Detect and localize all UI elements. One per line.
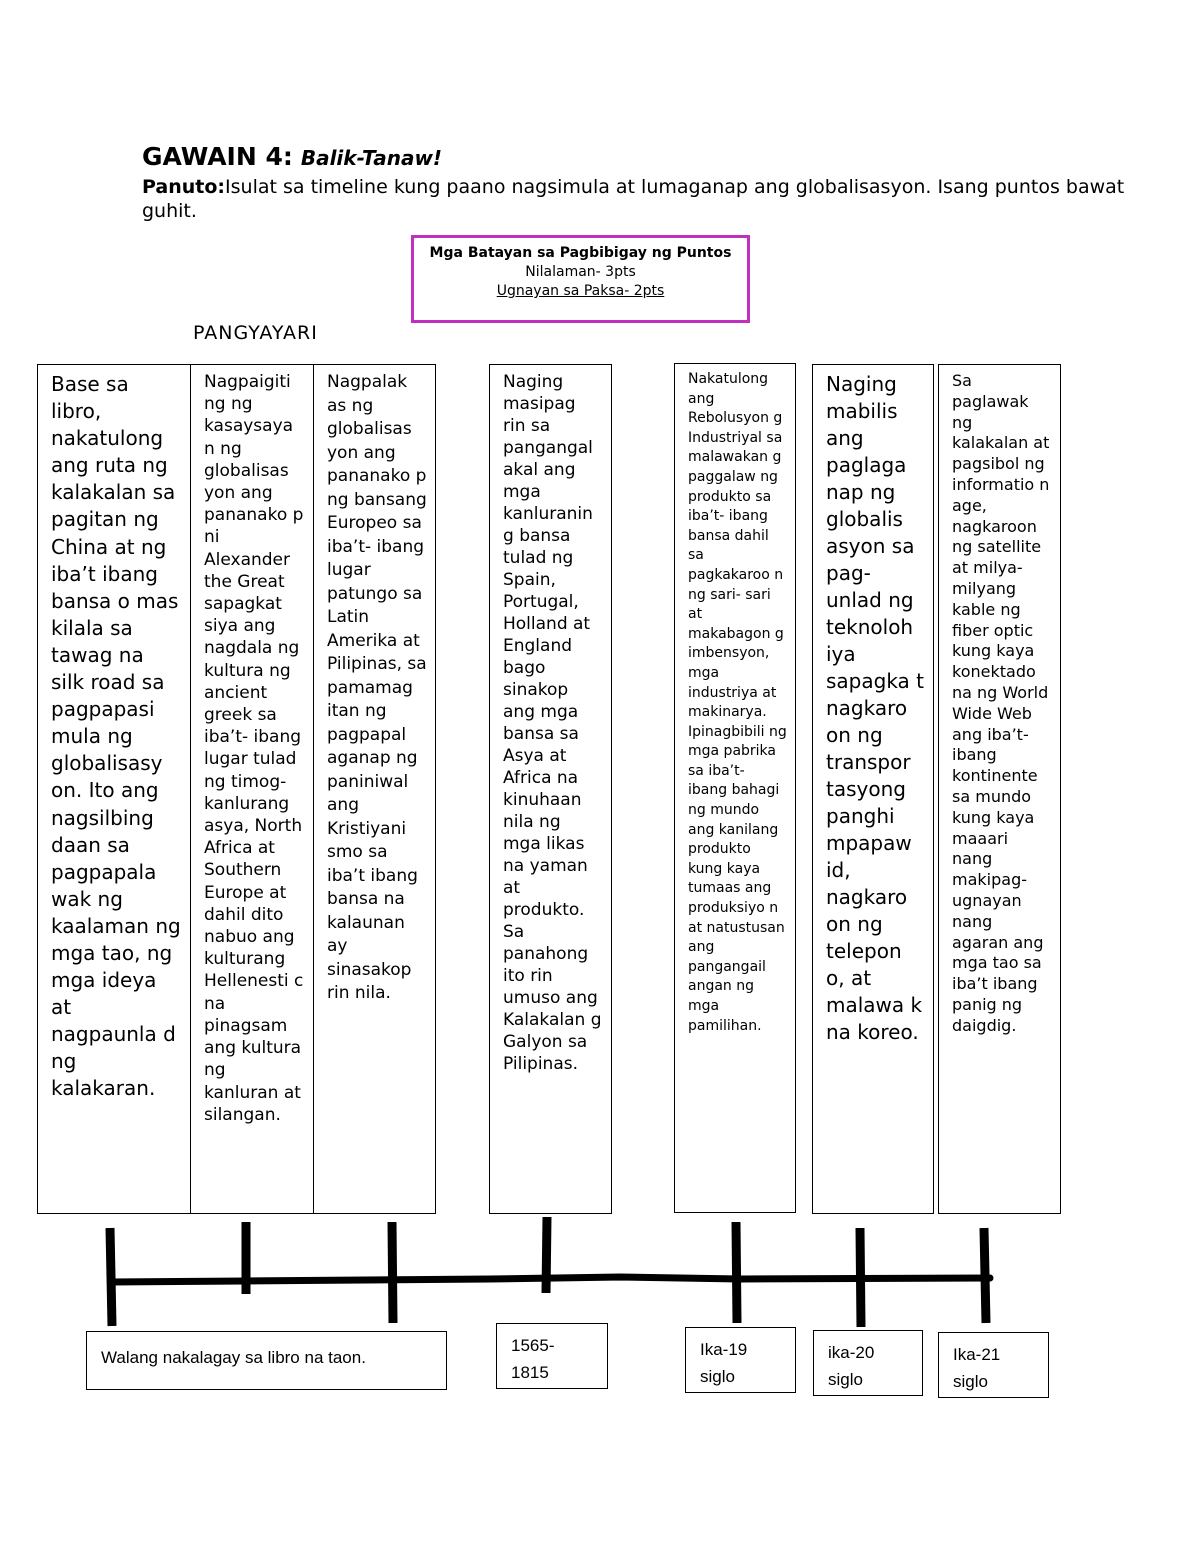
- event-box: [938, 364, 1061, 1214]
- date-box: [938, 1332, 1049, 1398]
- event-text: Nagpaigiti ng ng kasaysaya n ng globalisas yon ang pananako p ni Alexander the Great sapagkat siya ang nagdala ng kultura ng ancient greek sa iba’t- ibang lugar tulad ng timog- kanlurang asya, North Africa at Southern Europe at dahil dito nabuo ang kulturang Hellenesti c na pinagsam ang kultura ng kanluran at silangan.: [204, 372, 304, 1125]
- timeline-tick: [860, 1228, 861, 1327]
- rubric-criterion-relevance: Ugnayan sa Paksa- 2pts: [496, 283, 665, 299]
- date-box: [496, 1323, 608, 1389]
- event-text: Nagpalak as ng globalisas yon ang pananako p ng bansang Europeo sa iba’t- ibang lugar patungo sa Latin Amerika at Pilipinas, sa pamamag itan ng pagpapal aganap ng paniniwal ang Kristiyani smo sa iba’t ibang bansa na kalaunan ay sinasakop rin nila.: [327, 372, 427, 1003]
- date-box: [86, 1331, 447, 1390]
- event-box: [37, 364, 191, 1214]
- timeline-tick: [736, 1222, 737, 1323]
- event-box: [190, 364, 314, 1214]
- timeline-tick: [546, 1217, 547, 1293]
- event-text: Naging mabilis ang paglaga nap ng globalis asyon sa pag- unlad ng teknoloh iya sapagka t nagkaro on ng transpor tasyong panghi mpapaw id, nagkaro on ng telepon o, at malawa k na koreo.: [826, 372, 925, 1044]
- event-text: Naging masipag rin sa pangangal akal ang mga kanluranin g bansa tulad ng Spain, Portugal, Holland at England bago sinakop ang mga bansa sa Asya at Africa na kinuhaan nila ng mga likas na yaman at produkto. Sa panahong ito rin umuso ang Kalakalan g Galyon sa Pilipinas.: [503, 372, 602, 1074]
- event-text: Base sa libro, nakatulong ang ruta ng kalakalan sa pagitan ng China at ng iba’t ibang bansa o mas kilala sa tawag na silk road sa pagpapasi mula ng globalisasy on. Ito ang nagsilbing daan sa pagpapala wak ng kaalaman ng mga tao, ng mga ideya at nagpaunla d ng kalakaran.: [51, 372, 181, 1101]
- instruction-text: Isulat sa timeline kung paano nagsimula at lumaganap ang globalisasyon. Isang puntos bawat guhit.: [142, 176, 1125, 222]
- timeline-axis: [112, 1277, 990, 1282]
- activity-title: GAWAIN 4:: [142, 142, 293, 171]
- date-box: [813, 1330, 923, 1396]
- date-text: 1565- 1815: [511, 1336, 555, 1382]
- timeline-tick: [110, 1228, 112, 1326]
- rubric-criterion-content: Nilalaman- 3pts: [525, 264, 636, 280]
- date-text: ika-20 siglo: [828, 1343, 875, 1389]
- event-text: Sa paglawak ng kalakalan at pagsibol ng informatio n age, nagkaroon ng satellite at milya- milyang kable ng fiber optic kung kaya konektado na ng World Wide Web ang iba’t- ibang kontinente sa mundo kung kaya maaari nang makipag- ugnayan nang agaran ang mga tao sa iba’t ibang panig ng daigdig.: [952, 371, 1050, 1035]
- event-box: [812, 364, 934, 1214]
- instruction-label: Panuto:: [142, 176, 226, 198]
- date-text: Walang nakalagay sa libro na taon.: [101, 1348, 366, 1367]
- event-box: [489, 364, 612, 1214]
- timeline-tick: [984, 1228, 986, 1323]
- section-label: PANGYAYARI: [193, 322, 318, 344]
- date-text: Ika-21 siglo: [953, 1345, 1001, 1391]
- header: [142, 142, 1142, 223]
- date-box: [685, 1327, 796, 1393]
- event-box: [674, 363, 796, 1213]
- instructions: [142, 175, 1142, 223]
- rubric-title: Mga Batayan sa Pagbibigay ng Puntos: [429, 245, 732, 261]
- activity-subtitle: Balik-Tanaw!: [300, 146, 443, 170]
- timeline-tick: [392, 1222, 393, 1323]
- event-text: Nakatulong ang Rebolusyon g Industriyal sa malawakan g paggalaw ng produkto sa iba’t- ibang bansa dahil sa pagkakaroo n ng sari- sari at makabagon g imbensyon, mga industriya at makinarya. Ipinagbibili ng mga pabrika sa iba’t- ibang bahagi ng mundo ang kanilang produkto kung kaya tumaas ang produksiyo n at natustusan ang pangangail angan ng mga pamilihan.: [688, 371, 787, 1034]
- title-line: [142, 142, 1142, 173]
- date-text: Ika-19 siglo: [700, 1340, 748, 1386]
- rubric-box: [411, 235, 750, 323]
- event-box: [313, 364, 436, 1214]
